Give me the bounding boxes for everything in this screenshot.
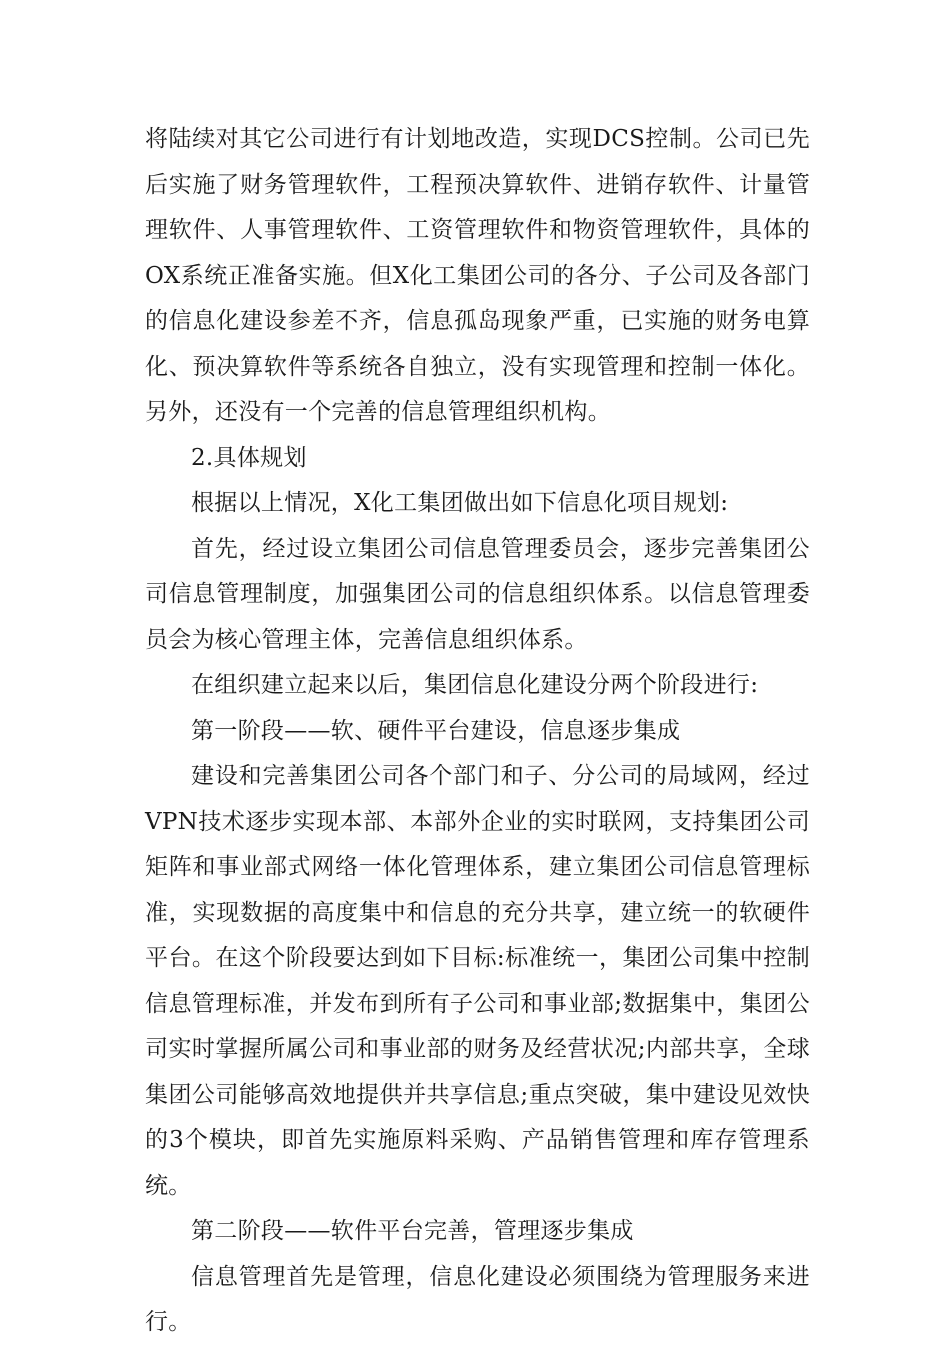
stage-one-heading: 第一阶段——软、硬件平台建设，信息逐步集成 [191, 717, 681, 744]
paragraph-first: 首先，经过设立集团公司信息管理委员会，逐步完善集团公司信息管理制度，加强集团公司的信息组织体系。以信息管理委员会为核心管理主体，完善信息组织体系。 [145, 535, 810, 653]
stage-two-body: 信息管理首先是管理，信息化建设必须围绕为管理服务来进行。 [145, 1263, 810, 1335]
stage-one-body: 建设和完善集团公司各个部门和子、分公司的局域网，经过VPN技术逐步实现本部、本部外企业的实时联网，支持集团公司矩阵和事业部式网络一体化管理体系，建立集团公司信息管理标准，实现数据的高度集中和信息的充分共享，建立统一的软硬件平台。在这个阶段要达到如下目标:标准统一，集团公司集中控制信息管理标准，并发布到所有子公司和事业部;数据集中，集团公司实时掌握所属公司和事业部的财务及经营状况;内部共享，全球集团公司能够高效地提供并共享信息;重点突破，集中建设见效快的3个模块，即首先实施原料采购、产品销售管理和库存管理系统。 [145, 763, 810, 1199]
section-heading-plan: 2.具体规划 [191, 444, 307, 471]
paragraph-continuation: 将陆续对其它公司进行有计划地改造，实现DCS控制。公司已先后实施了财务管理软件，工程预决算软件、进销存软件、计量管理软件、人事管理软件、工资管理软件和物资管理软件，具体的OX系统正准备实施。但X化工集团公司的各分、子公司及各部门的信息化建设参差不齐，信息孤岛现象严重，已实施的财务电算化、预决算软件等系统各自独立，没有实现管理和控制一体化。另外，还没有一个完善的信息管理组织机构。 [145, 126, 810, 425]
body-text [145, 117, 810, 1346]
stage-two-heading: 第二阶段——软件平台完善，管理逐步集成 [191, 1218, 634, 1244]
paragraph-intro: 根据以上情况，X化工集团做出如下信息化项目规划: [191, 490, 729, 516]
paragraph-stages: 在组织建立起来以后，集团信息化建设分两个阶段进行: [191, 672, 759, 698]
